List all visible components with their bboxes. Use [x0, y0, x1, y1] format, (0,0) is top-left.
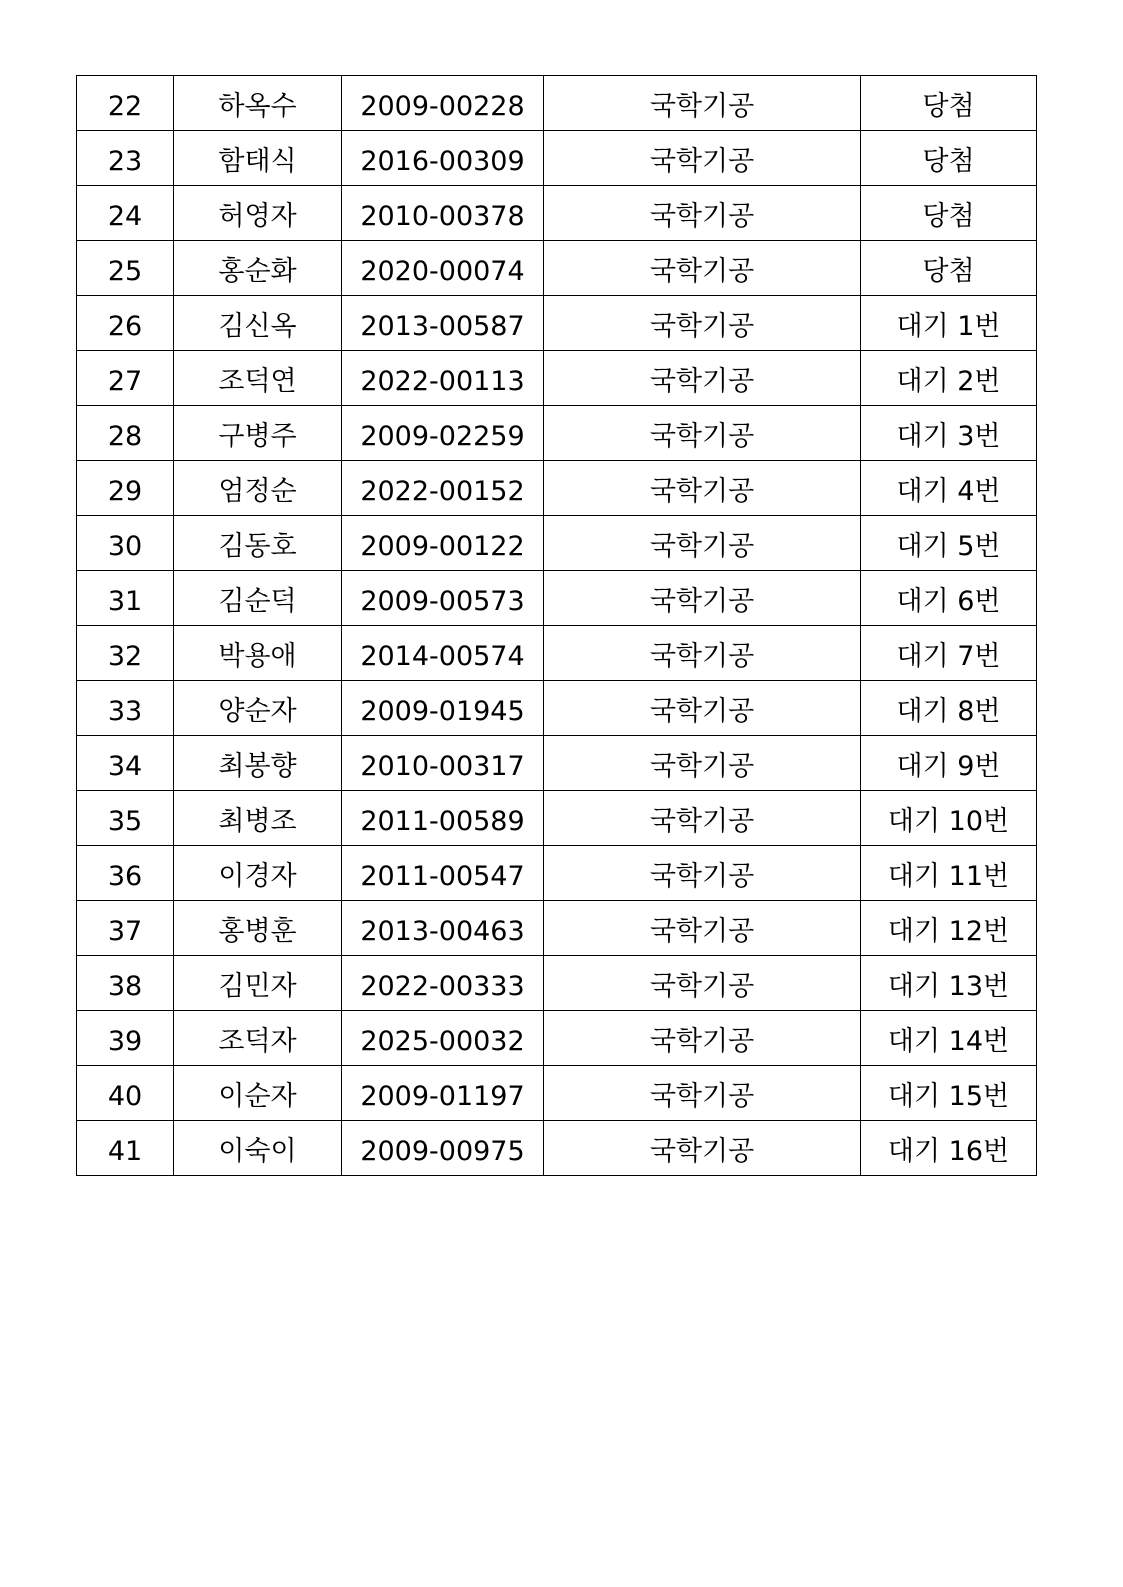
- result-status-cell: 대기 10번: [861, 791, 1037, 846]
- course-cell: 국학기공: [544, 1121, 861, 1176]
- registration-number-cell: 2009-01197: [342, 1066, 544, 1121]
- course-cell: 국학기공: [544, 736, 861, 791]
- table-row: [77, 516, 1037, 571]
- registration-number-cell: 2020-00074: [342, 241, 544, 296]
- name-cell: 양순자: [174, 681, 342, 736]
- name-cell: 구병주: [174, 406, 342, 461]
- result-status-cell: 대기 6번: [861, 571, 1037, 626]
- result-status-cell: 대기 9번: [861, 736, 1037, 791]
- course-cell: 국학기공: [544, 461, 861, 516]
- registration-number-cell: 2013-00587: [342, 296, 544, 351]
- name-cell: 엄정순: [174, 461, 342, 516]
- result-status-cell: 대기 1번: [861, 296, 1037, 351]
- result-status-cell: 대기 3번: [861, 406, 1037, 461]
- table-row: [77, 76, 1037, 131]
- registration-number-cell: 2022-00333: [342, 956, 544, 1011]
- row-number-cell: 41: [77, 1121, 174, 1176]
- result-status-cell: 대기 7번: [861, 626, 1037, 681]
- name-cell: 홍병훈: [174, 901, 342, 956]
- result-status-cell: 당첨: [861, 131, 1037, 186]
- result-status-cell: 대기 15번: [861, 1066, 1037, 1121]
- row-number-cell: 37: [77, 901, 174, 956]
- name-cell: 허영자: [174, 186, 342, 241]
- course-cell: 국학기공: [544, 626, 861, 681]
- table-row: [77, 1066, 1037, 1121]
- name-cell: 이순자: [174, 1066, 342, 1121]
- name-cell: 최봉향: [174, 736, 342, 791]
- name-cell: 조덕연: [174, 351, 342, 406]
- row-number-cell: 22: [77, 76, 174, 131]
- row-number-cell: 39: [77, 1011, 174, 1066]
- table-row: [77, 1121, 1037, 1176]
- name-cell: 최병조: [174, 791, 342, 846]
- course-cell: 국학기공: [544, 516, 861, 571]
- row-number-cell: 35: [77, 791, 174, 846]
- name-cell: 이경자: [174, 846, 342, 901]
- table-row: [77, 296, 1037, 351]
- result-status-cell: 당첨: [861, 76, 1037, 131]
- course-cell: 국학기공: [544, 1066, 861, 1121]
- table-row: [77, 681, 1037, 736]
- course-cell: 국학기공: [544, 846, 861, 901]
- row-number-cell: 26: [77, 296, 174, 351]
- row-number-cell: 27: [77, 351, 174, 406]
- course-cell: 국학기공: [544, 351, 861, 406]
- table-row: [77, 736, 1037, 791]
- row-number-cell: 34: [77, 736, 174, 791]
- table-row: [77, 186, 1037, 241]
- registration-number-cell: 2011-00547: [342, 846, 544, 901]
- course-cell: 국학기공: [544, 1011, 861, 1066]
- registration-number-cell: 2009-00228: [342, 76, 544, 131]
- registration-number-cell: 2022-00152: [342, 461, 544, 516]
- table-row: [77, 131, 1037, 186]
- result-status-cell: 대기 4번: [861, 461, 1037, 516]
- result-status-cell: 대기 8번: [861, 681, 1037, 736]
- table-row: [77, 791, 1037, 846]
- result-status-cell: 대기 5번: [861, 516, 1037, 571]
- course-cell: 국학기공: [544, 956, 861, 1011]
- table-row: [77, 846, 1037, 901]
- table-row: [77, 1011, 1037, 1066]
- row-number-cell: 32: [77, 626, 174, 681]
- registration-number-cell: 2009-02259: [342, 406, 544, 461]
- table-row: [77, 406, 1037, 461]
- row-number-cell: 30: [77, 516, 174, 571]
- name-cell: 하옥수: [174, 76, 342, 131]
- table-row: [77, 241, 1037, 296]
- registration-number-cell: 2016-00309: [342, 131, 544, 186]
- course-cell: 국학기공: [544, 901, 861, 956]
- result-status-cell: 대기 13번: [861, 956, 1037, 1011]
- name-cell: 홍순화: [174, 241, 342, 296]
- table-row: [77, 461, 1037, 516]
- registration-number-cell: 2011-00589: [342, 791, 544, 846]
- row-number-cell: 24: [77, 186, 174, 241]
- row-number-cell: 29: [77, 461, 174, 516]
- result-status-cell: 대기 11번: [861, 846, 1037, 901]
- course-cell: 국학기공: [544, 406, 861, 461]
- name-cell: 김신옥: [174, 296, 342, 351]
- name-cell: 이숙이: [174, 1121, 342, 1176]
- result-status-cell: 대기 12번: [861, 901, 1037, 956]
- table-row: [77, 901, 1037, 956]
- row-number-cell: 31: [77, 571, 174, 626]
- course-cell: 국학기공: [544, 131, 861, 186]
- course-cell: 국학기공: [544, 791, 861, 846]
- row-number-cell: 40: [77, 1066, 174, 1121]
- row-number-cell: 33: [77, 681, 174, 736]
- registration-number-cell: 2013-00463: [342, 901, 544, 956]
- registration-number-cell: 2009-00573: [342, 571, 544, 626]
- row-number-cell: 28: [77, 406, 174, 461]
- registration-number-cell: 2010-00378: [342, 186, 544, 241]
- course-cell: 국학기공: [544, 296, 861, 351]
- table-body: [77, 76, 1037, 1176]
- table-row: [77, 351, 1037, 406]
- result-status-cell: 대기 2번: [861, 351, 1037, 406]
- row-number-cell: 25: [77, 241, 174, 296]
- registration-number-cell: 2009-00975: [342, 1121, 544, 1176]
- registration-number-cell: 2022-00113: [342, 351, 544, 406]
- name-cell: 김민자: [174, 956, 342, 1011]
- result-status-cell: 대기 16번: [861, 1121, 1037, 1176]
- registration-number-cell: 2009-00122: [342, 516, 544, 571]
- course-cell: 국학기공: [544, 186, 861, 241]
- name-cell: 김순덕: [174, 571, 342, 626]
- table-row: [77, 571, 1037, 626]
- result-status-cell: 대기 14번: [861, 1011, 1037, 1066]
- table-row: [77, 626, 1037, 681]
- row-number-cell: 36: [77, 846, 174, 901]
- registration-number-cell: 2025-00032: [342, 1011, 544, 1066]
- name-cell: 함태식: [174, 131, 342, 186]
- course-cell: 국학기공: [544, 681, 861, 736]
- table-row: [77, 956, 1037, 1011]
- result-status-cell: 당첨: [861, 241, 1037, 296]
- registration-number-cell: 2010-00317: [342, 736, 544, 791]
- registration-number-cell: 2009-01945: [342, 681, 544, 736]
- lottery-result-table: [76, 75, 1037, 1176]
- row-number-cell: 23: [77, 131, 174, 186]
- name-cell: 박용애: [174, 626, 342, 681]
- registration-number-cell: 2014-00574: [342, 626, 544, 681]
- name-cell: 김동호: [174, 516, 342, 571]
- row-number-cell: 38: [77, 956, 174, 1011]
- course-cell: 국학기공: [544, 571, 861, 626]
- name-cell: 조덕자: [174, 1011, 342, 1066]
- course-cell: 국학기공: [544, 241, 861, 296]
- course-cell: 국학기공: [544, 76, 861, 131]
- result-status-cell: 당첨: [861, 186, 1037, 241]
